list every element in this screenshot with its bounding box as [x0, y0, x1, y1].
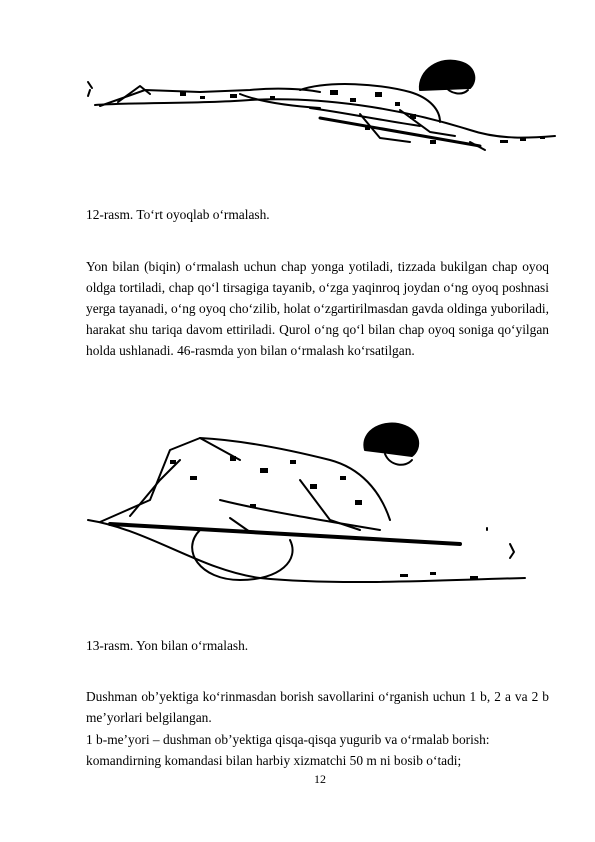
page-number: 12: [314, 772, 326, 786]
soldier-crawling-illustration: [0, 50, 595, 190]
soldier-side-crawl-illustration: [0, 420, 595, 590]
commander-command-line: komandirning komandasi bilan harbiy xizmatchi 50 m ni bosib o‘tadi;: [86, 753, 462, 768]
norm-1b-line: 1 b-me’yori – dushman ob’yektiga qisqa-qisqa yugurib va o‘rmalab borish:: [86, 732, 490, 747]
paragraph-norms: Dushman ob’yektiga ko‘rinmasdan borish savollarini o‘rganish uchun 1 b, 2 a va 2 b me’yorlari belgilangan.: [86, 689, 549, 725]
figure-13-caption: 13-rasm. Yon bilan o‘rmalash.: [86, 638, 249, 653]
figure-12-caption: 12-rasm. To‘rt oyoqlab o‘rmalash.: [86, 207, 270, 222]
paragraph-side-crawl: Yon bilan (biqin) o‘rmalash uchun chap yonga yotiladi, tizzada bukilgan chap oyoq oldga tortiladi, chap qo‘l tirsagiga tayanib, o‘zga yaqinroq joydan o‘ng oyoq poshnasi yerga tayanadi, o‘ng oyoq cho‘zilib, holat o‘zgartirilmasdan gavda oldinga yuboriladi, harakat shu tariqa davom ettiriladi. Qurol o‘ng qo‘l bilan chap oyoq soniga qo‘yilgan holda ushlanadi. 46-rasmda yon bilan o‘rmalash ko‘rsatilgan.: [86, 259, 549, 358]
figure-crawling-side: [0, 420, 595, 590]
figure-crawling-four-limbs: [0, 50, 595, 190]
